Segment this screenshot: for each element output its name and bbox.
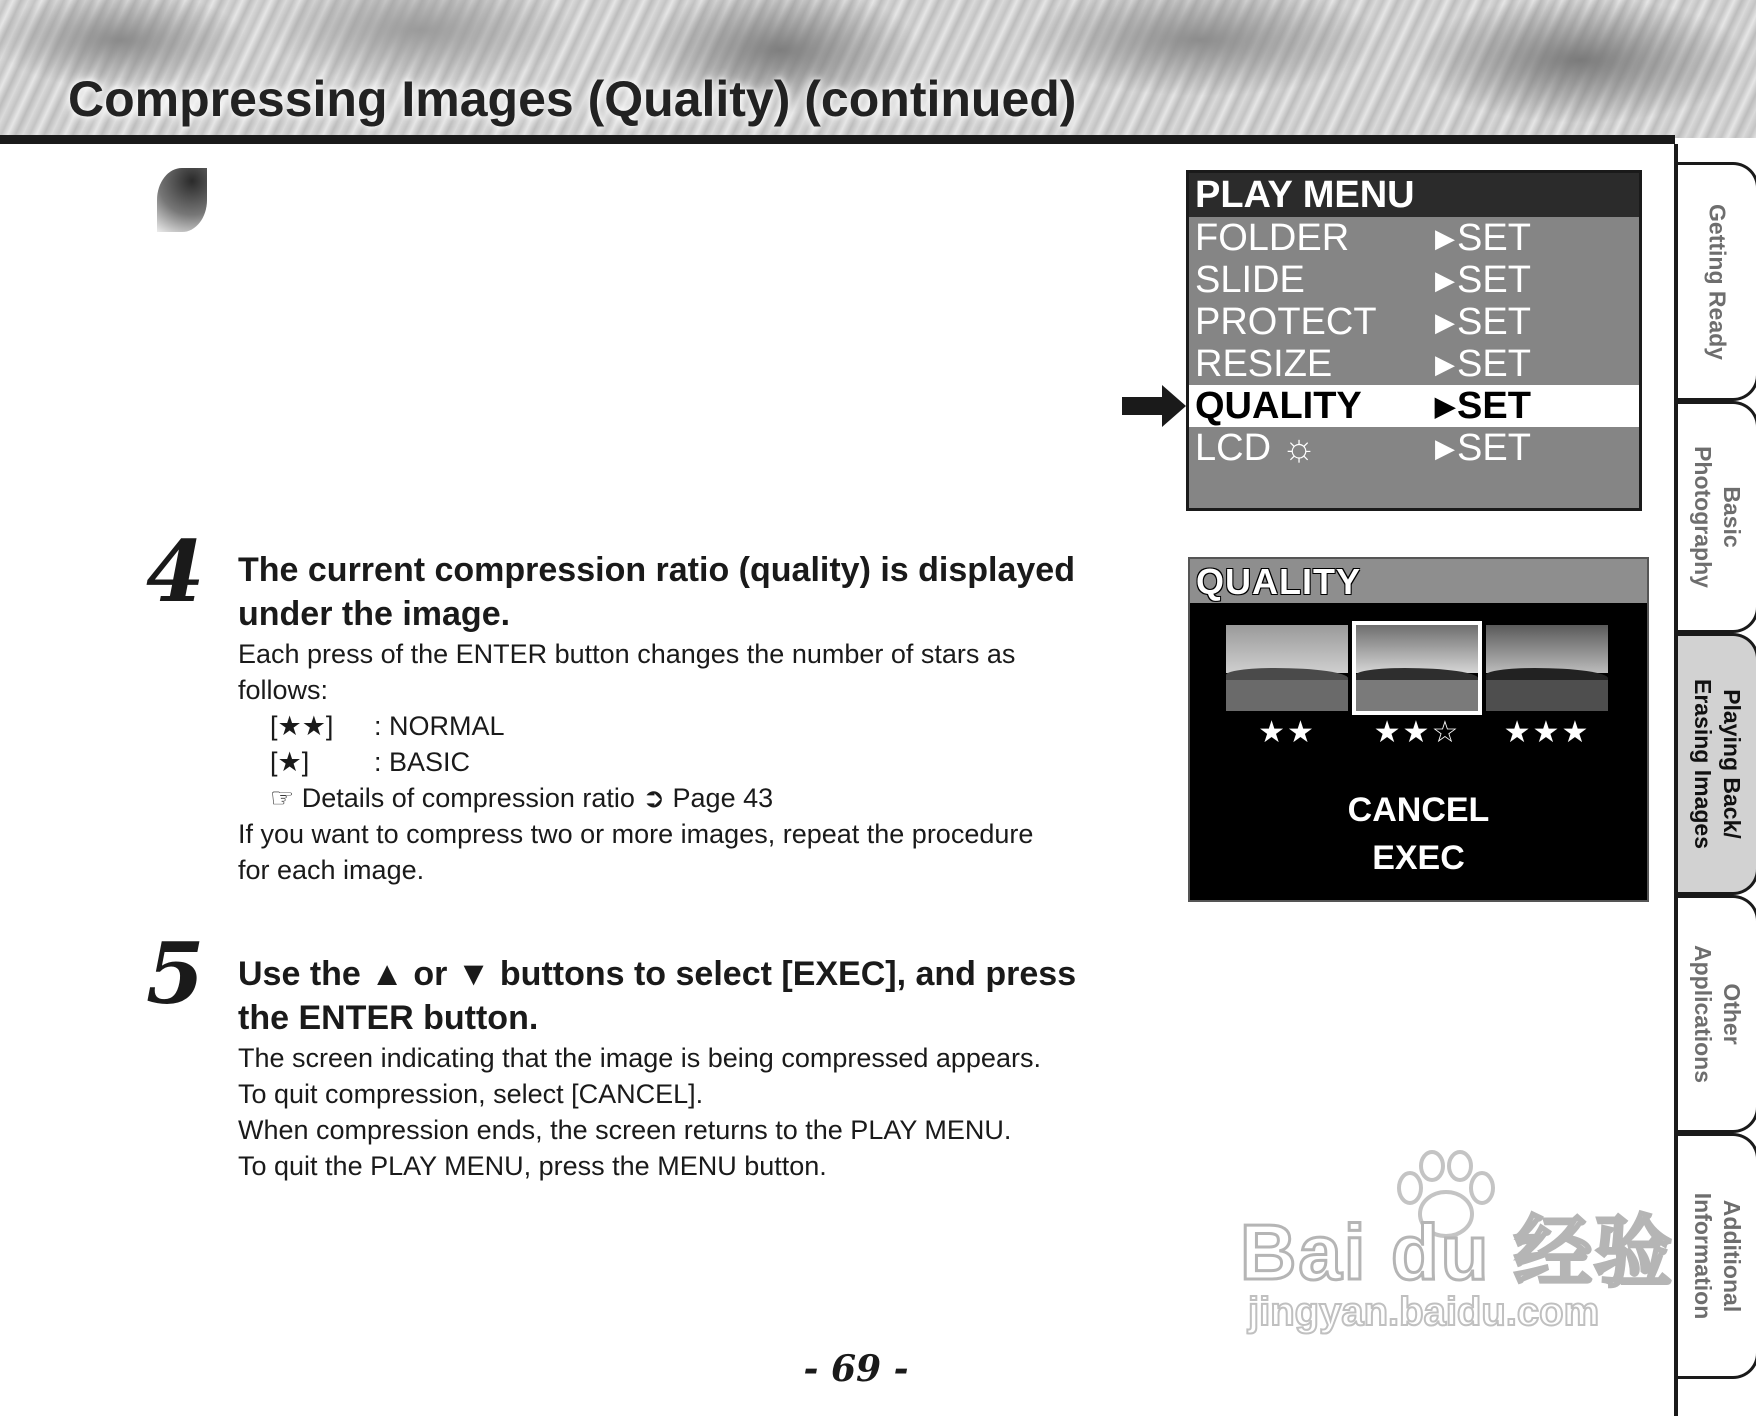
menu-item-label: RESIZE — [1195, 343, 1333, 385]
menu-item-label: QUALITY — [1195, 385, 1362, 427]
page-title: Compressing Images (Quality) (continued) — [68, 71, 1077, 127]
play-menu-item-slide[interactable] — [1189, 259, 1639, 301]
tab-additional-information[interactable] — [1678, 1133, 1756, 1379]
play-menu-item-resize[interactable] — [1189, 343, 1639, 385]
cancel-option[interactable]: CANCEL — [1347, 791, 1490, 829]
play-menu-title: PLAY MENU — [1189, 173, 1639, 217]
quality-screen-title: QUALITY — [1190, 559, 1647, 603]
quality-thumbnail-fine[interactable] — [1486, 625, 1608, 711]
tab-label: Getting Ready — [1704, 203, 1731, 360]
quality-thumbnail-normal[interactable] — [1226, 625, 1348, 711]
step-number: 5 — [146, 924, 205, 1023]
tab-label: Playing Back/ Erasing Images — [1690, 678, 1745, 850]
tab-basic-photography[interactable] — [1678, 401, 1756, 633]
step-body — [238, 1040, 1168, 1184]
body-line: When compression ends, the screen returns to the PLAY MENU. — [238, 1115, 1012, 1145]
quality-stars-label: ★★ — [1258, 716, 1316, 749]
step-heading: The current compression ratio (quality) is displayed under the image. — [238, 551, 1075, 633]
exec-option[interactable]: EXEC — [1372, 839, 1465, 877]
play-triangle-icon: ▶ — [1435, 349, 1455, 379]
body-line: If you want to compress two or more images, repeat the procedure — [238, 819, 1034, 849]
menu-item-action: ▶SET — [1435, 259, 1531, 301]
play-triangle-icon: ▶ — [1435, 391, 1455, 421]
star-row-normal: [★★] : NORMAL — [270, 711, 505, 741]
pointing-hand-icon: ☞ — [270, 783, 295, 813]
body-line: To quit compression, select [CANCEL]. — [238, 1079, 704, 1109]
step-number: 4 — [146, 522, 205, 621]
play-menu-screen — [1186, 170, 1642, 511]
reference-arrow-icon: ➲ — [642, 783, 666, 813]
tab-label: Basic Photography — [1690, 446, 1745, 588]
menu-item-label: LCD ☼ — [1195, 427, 1317, 469]
pointer-arrow-icon — [1122, 385, 1186, 427]
play-triangle-icon: ▶ — [1435, 433, 1455, 463]
quality-stars-label: ★★★ — [1503, 716, 1591, 749]
page-header — [0, 0, 1756, 138]
tab-playing-back-erasing-images[interactable] — [1678, 633, 1756, 895]
watermark-url: jingyan.baidu.com — [1248, 1290, 1600, 1334]
quality-screen — [1188, 557, 1649, 902]
play-menu-item-folder[interactable] — [1189, 217, 1639, 259]
body-line: The screen indicating that the image is being compressed appears. — [238, 1043, 1041, 1073]
menu-item-action: ▶SET — [1435, 343, 1531, 385]
menu-item-action: ▶SET — [1435, 385, 1531, 427]
menu-item-label: PROTECT — [1195, 301, 1377, 343]
watermark-brand: Bai du 经验 — [1240, 1208, 1675, 1296]
header-rule — [0, 135, 1675, 144]
step-heading: Use the ▲ or ▼ buttons to select [EXEC], and press the ENTER button. — [238, 955, 1077, 1037]
step-body — [238, 636, 1168, 888]
tab-label: Other Applications — [1690, 944, 1745, 1084]
body-line: follows: — [238, 675, 329, 705]
play-menu-item-protect[interactable] — [1189, 301, 1639, 343]
tab-getting-ready[interactable] — [1678, 162, 1756, 401]
body-line: Each press of the ENTER button changes the number of stars as — [238, 639, 1016, 669]
body-line: To quit the PLAY MENU, press the MENU button. — [238, 1151, 827, 1181]
play-triangle-icon: ▶ — [1435, 265, 1455, 295]
body-line: for each image. — [238, 855, 425, 885]
play-menu-item-quality[interactable] — [1189, 385, 1639, 427]
menu-item-action: ▶SET — [1435, 301, 1531, 343]
tab-other-applications[interactable] — [1678, 895, 1756, 1133]
page-reference[interactable]: ☞ Details of compression ratio ➲ Page 43 — [270, 783, 774, 813]
menu-item-label: FOLDER — [1195, 217, 1350, 259]
tab-label: Additional Information — [1690, 1192, 1745, 1320]
menu-item-action: ▶SET — [1435, 217, 1531, 259]
leaf-icon — [157, 168, 207, 232]
star-row-basic: [★] : BASIC — [270, 747, 471, 777]
play-menu-item-lcd[interactable] — [1189, 427, 1639, 469]
menu-item-label: SLIDE — [1195, 259, 1305, 301]
menu-item-action: ▶SET — [1435, 427, 1531, 469]
quality-thumbnail-selected[interactable] — [1356, 625, 1478, 711]
quality-stars-label: ★★☆ — [1373, 716, 1461, 749]
play-triangle-icon: ▶ — [1435, 223, 1455, 253]
baidu-watermark — [1240, 1150, 1675, 1350]
play-triangle-icon: ▶ — [1435, 307, 1455, 337]
page-number: - 69 - — [803, 1348, 909, 1390]
